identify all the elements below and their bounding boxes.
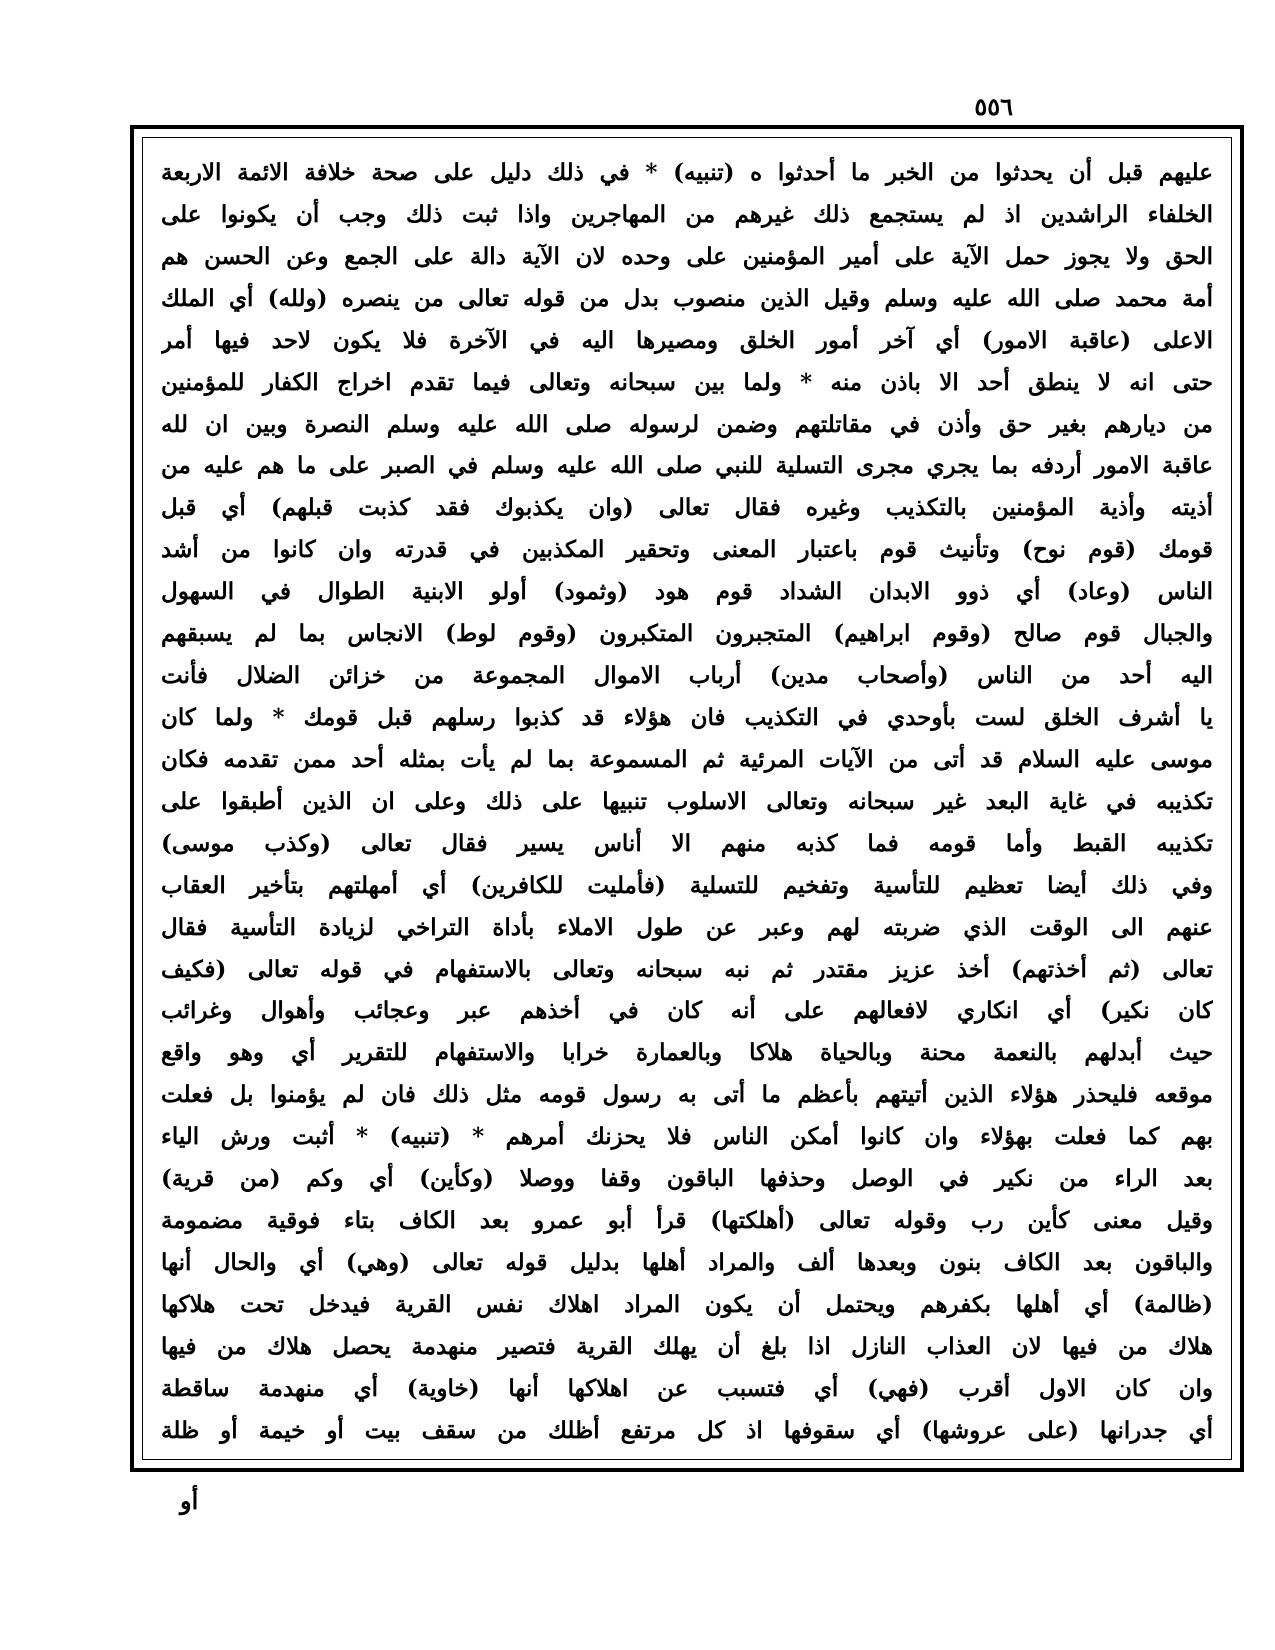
page-number: ٥٥٦ — [974, 92, 1013, 121]
text-line: بعد الراء من نكير في الوصل وحذفها الباقون وقفا ووصلا (وكأين) أي وكم (من قرية) — [161, 1165, 1213, 1193]
text-line: وقيل معنى كأين رب وقوله تعالى (أهلكتها) قرأ أبو عمرو بعد الكاف بتاء فوقية مضمومة — [161, 1207, 1213, 1235]
text-line: الناس (وعاد) أي ذوو الابدان الشداد قوم هود (وثمود) أولو الابنية الطوال في السهول — [161, 578, 1213, 606]
text-line: حتى انه لا ينطق أحد الا باذن منه * ولما بين سبحانه وتعالى فيما تقدم اخراج الكفار للمؤمنين — [161, 368, 1213, 396]
text-line: وفي ذلك أيضا تعظيم للتأسية وتفخيم للتسلية (فأمليت للكافرين) أي أمهلتهم بتأخير العقاب — [161, 871, 1213, 899]
text-line: موسى عليه السلام قد أتى من الآيات المرئية ثم المسموعة بما لم يأت بمثله أحد ممن تقدمه فكان — [161, 745, 1213, 773]
text-line: أذيته وأذية المؤمنين بالتكذيب وغيره فقال تعالى (وان يكذبوك فقد كذبت قبلهم) أي قبل — [161, 494, 1213, 522]
text-line: تعالى (ثم أخذتهم) أخذ عزيز مقتدر ثم نبه سبحانه وتعالى بالاستفهام في قوله تعالى (فكيف — [161, 955, 1213, 983]
text-line: الخلفاء الراشدين اذ لم يستجمع ذلك غيرهم من المهاجرين واذا ثبت ذلك وجب أن يكونوا على — [161, 200, 1213, 228]
text-line: أي جدرانها (على عروشها) أي سقوفها اذ كل مرتفع أظلك من سقف بيت أو خيمة أو ظلة — [161, 1416, 1213, 1444]
page-frame — [130, 125, 1244, 1472]
text-line: تكذيبه في غاية البعد غير سبحانه وتعالى الاسلوب تنبيها على ذلك وعلى ان الذين أطبقوا على — [161, 787, 1213, 815]
text-line: يا أشرف الخلق لست بأوحدي في التكذيب فان هؤلاء قد كذبوا رسلهم قبل قومك * ولما كان — [161, 703, 1213, 731]
text-line: من ديارهم بغير حق وأذن في مقاتلتهم وضمن لرسوله صلى الله عليه وسلم النصرة وبين ان لله — [161, 410, 1213, 438]
text-line: والباقون بعد الكاف بنون وبعدها ألف والمراد أهلها بدليل قوله تعالى (وهي) أي والحال أنها — [161, 1248, 1213, 1276]
text-line: عنهم الى الوقت الذي ضربته لهم وعبر عن طول الاملاء بأداة التراخي لزيادة التأسية فقال — [161, 913, 1213, 941]
catchword: أو — [180, 1486, 199, 1515]
text-line: موقعه فليحذر هؤلاء الذين أتيتهم بأعظم ما أتى به رسول قومه مثل ذلك فان لم يؤمنوا بل فعلت — [161, 1081, 1213, 1109]
text-line: حيث أبدلهم بالنعمة محنة وبالحياة هلاكا وبالعمارة خرابا والاستفهام للتقرير أي وهو واقع — [161, 1039, 1213, 1067]
text-line: عاقبة الامور أردفه بما يجري مجرى التسلية للنبي صلى الله عليه وسلم في الصبر على ما هم عليه من — [161, 452, 1213, 480]
text-line: هلاك من فيها لان العذاب النازل اذا بلغ أن يهلك القرية فتصير منهدمة يحصل هلاك من فيها — [161, 1332, 1213, 1360]
text-block — [161, 154, 1213, 1449]
text-line: وان كان الاول أقرب (فهي) أي فتسبب عن اهلاكها أنها (خاوية) أي منهدمة ساقطة — [161, 1374, 1213, 1402]
text-frame — [142, 137, 1232, 1460]
text-line: بهم كما فعلت بهؤلاء وان كانوا أمكن الناس فلا يحزنك أمرهم * (تنبيه) * أثبت ورش الياء — [161, 1123, 1213, 1151]
text-line: الحق ولا يجوز حمل الآية على أمير المؤمنين على وحده لان الآية دالة على الجمع وعن الحسن هم — [161, 242, 1213, 270]
text-line: الاعلى (عاقبة الامور) أي آخر أمور الخلق ومصيرها اليه في الآخرة فلا يكون لاحد فيها أمر — [161, 326, 1213, 354]
text-line: أمة محمد صلى الله عليه وسلم وقيل الذين منصوب بدل من قوله تعالى من ينصره (ولله) أي الملك — [161, 284, 1213, 312]
text-line: اليه أحد من الناس (وأصحاب مدين) أرباب الاموال المجموعة من خزائن الضلال فأنت — [161, 662, 1213, 690]
text-line: عليهم قبل أن يحدثوا من الخبر ما أحدثوا ه (تنبيه) * في ذلك دليل على صحة خلافة الائمة الاربعة — [161, 159, 1213, 186]
text-line: كان نكير) أي انكاري لافعالهم على أنه كان في أخذهم عبر وعجائب وأهوال وغرائب — [161, 997, 1213, 1025]
text-line: قومك (قوم نوح) وتأنيث قوم باعتبار المعنى وتحقير المكذبين في قدرته وان كانوا من أشد — [161, 536, 1213, 564]
text-line: (ظالمة) أي أهلها بكفرهم ويحتمل أن يكون المراد اهلاك نفس القرية فيدخل تحت هلاكها — [161, 1290, 1213, 1318]
text-line: تكذيبه القبط وأما قومه فما كذبه منهم الا أناس يسير فقال تعالى (وكذب موسى) — [161, 829, 1213, 857]
text-line: والجبال قوم صالح (وقوم ابراهيم) المتجبرون المتكبرون (وقوم لوط) الانجاس بما لم يسبقهم — [161, 620, 1213, 648]
